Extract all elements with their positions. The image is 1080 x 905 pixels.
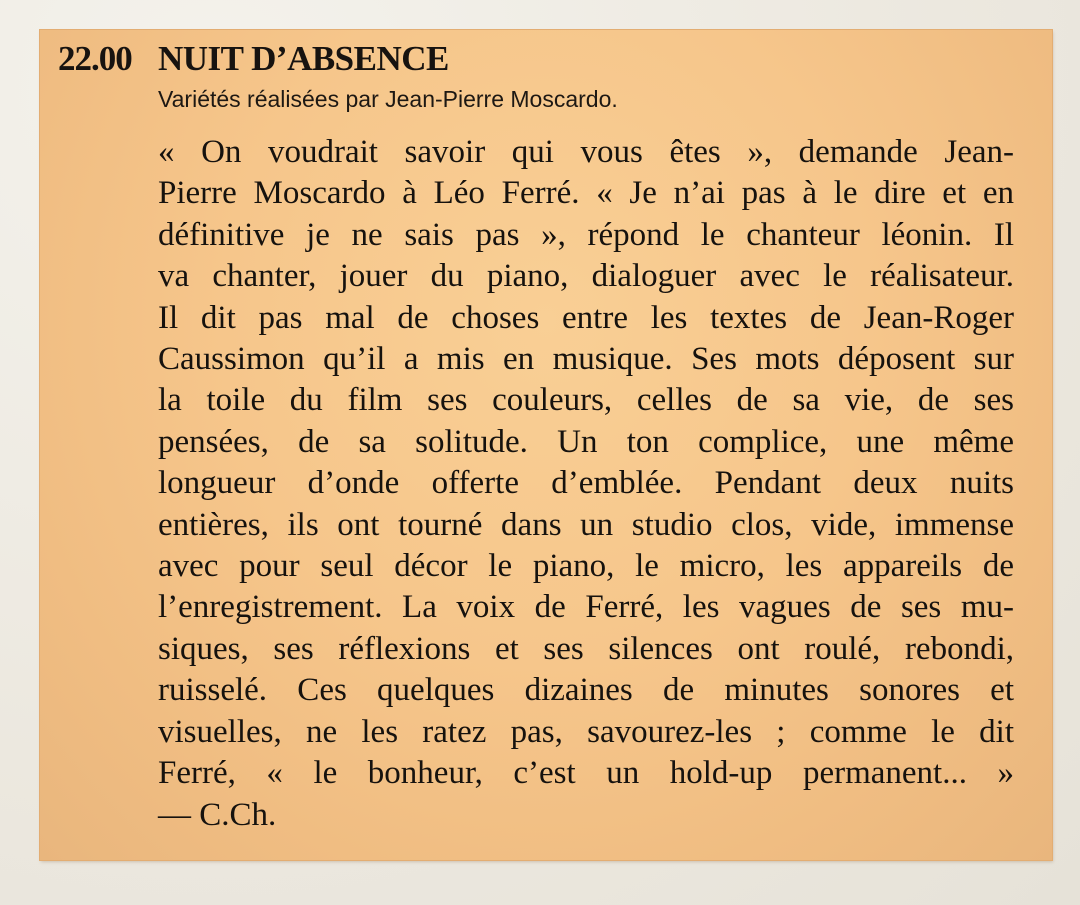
program-title: NUIT D’ABSENCE: [158, 39, 449, 78]
article-signature: — C.Ch.: [158, 796, 277, 833]
article-body: [158, 132, 1014, 836]
article-line: longueur d’onde offerte d’emblée. Pendant deux nuits: [158, 465, 1014, 502]
article-line: pensées, de sa solitude. Un ton complice, une même: [158, 423, 1014, 460]
program-subtitle: Variétés réalisées par Jean-Pierre Moscardo.: [158, 86, 618, 112]
article-line: va chanter, jouer du piano, dialoguer avec le réalisateur.: [158, 258, 1014, 295]
article-line: définitive je ne sais pas », répond le chanteur léonin. Il: [158, 216, 1014, 253]
broadcast-time: 22.00: [58, 39, 132, 78]
article-line: visuelles, ne les ratez pas, savourez-les ; comme le dit: [158, 713, 1014, 750]
article-line: Pierre Moscardo à Léo Ferré. « Je n’ai pas à le dire et en: [158, 175, 1014, 212]
article-line: l’enregistrement. La voix de Ferré, les vagues de ses mu-: [158, 589, 1014, 626]
article-line: avec pour seul décor le piano, le micro, les appareils de: [158, 548, 1014, 585]
article-line: la toile du film ses couleurs, celles de sa vie, de ses: [158, 382, 1014, 419]
article-line: Il dit pas mal de choses entre les textes de Jean-Roger: [158, 299, 1014, 336]
article-line: Ferré, « le bonheur, c’est un hold-up permanent... »: [158, 755, 1014, 792]
article-line: ruisselé. Ces quelques dizaines de minutes sonores et: [158, 672, 1014, 709]
article-line: entières, ils ont tourné dans un studio clos, vide, immense: [158, 506, 1014, 543]
article-line: siques, ses réflexions et ses silences ont roulé, rebondi,: [158, 630, 1014, 667]
article-line: « On voudrait savoir qui vous êtes », demande Jean-: [158, 134, 1014, 170]
article-line: Caussimon qu’il a mis en musique. Ses mots déposent sur: [158, 341, 1014, 378]
